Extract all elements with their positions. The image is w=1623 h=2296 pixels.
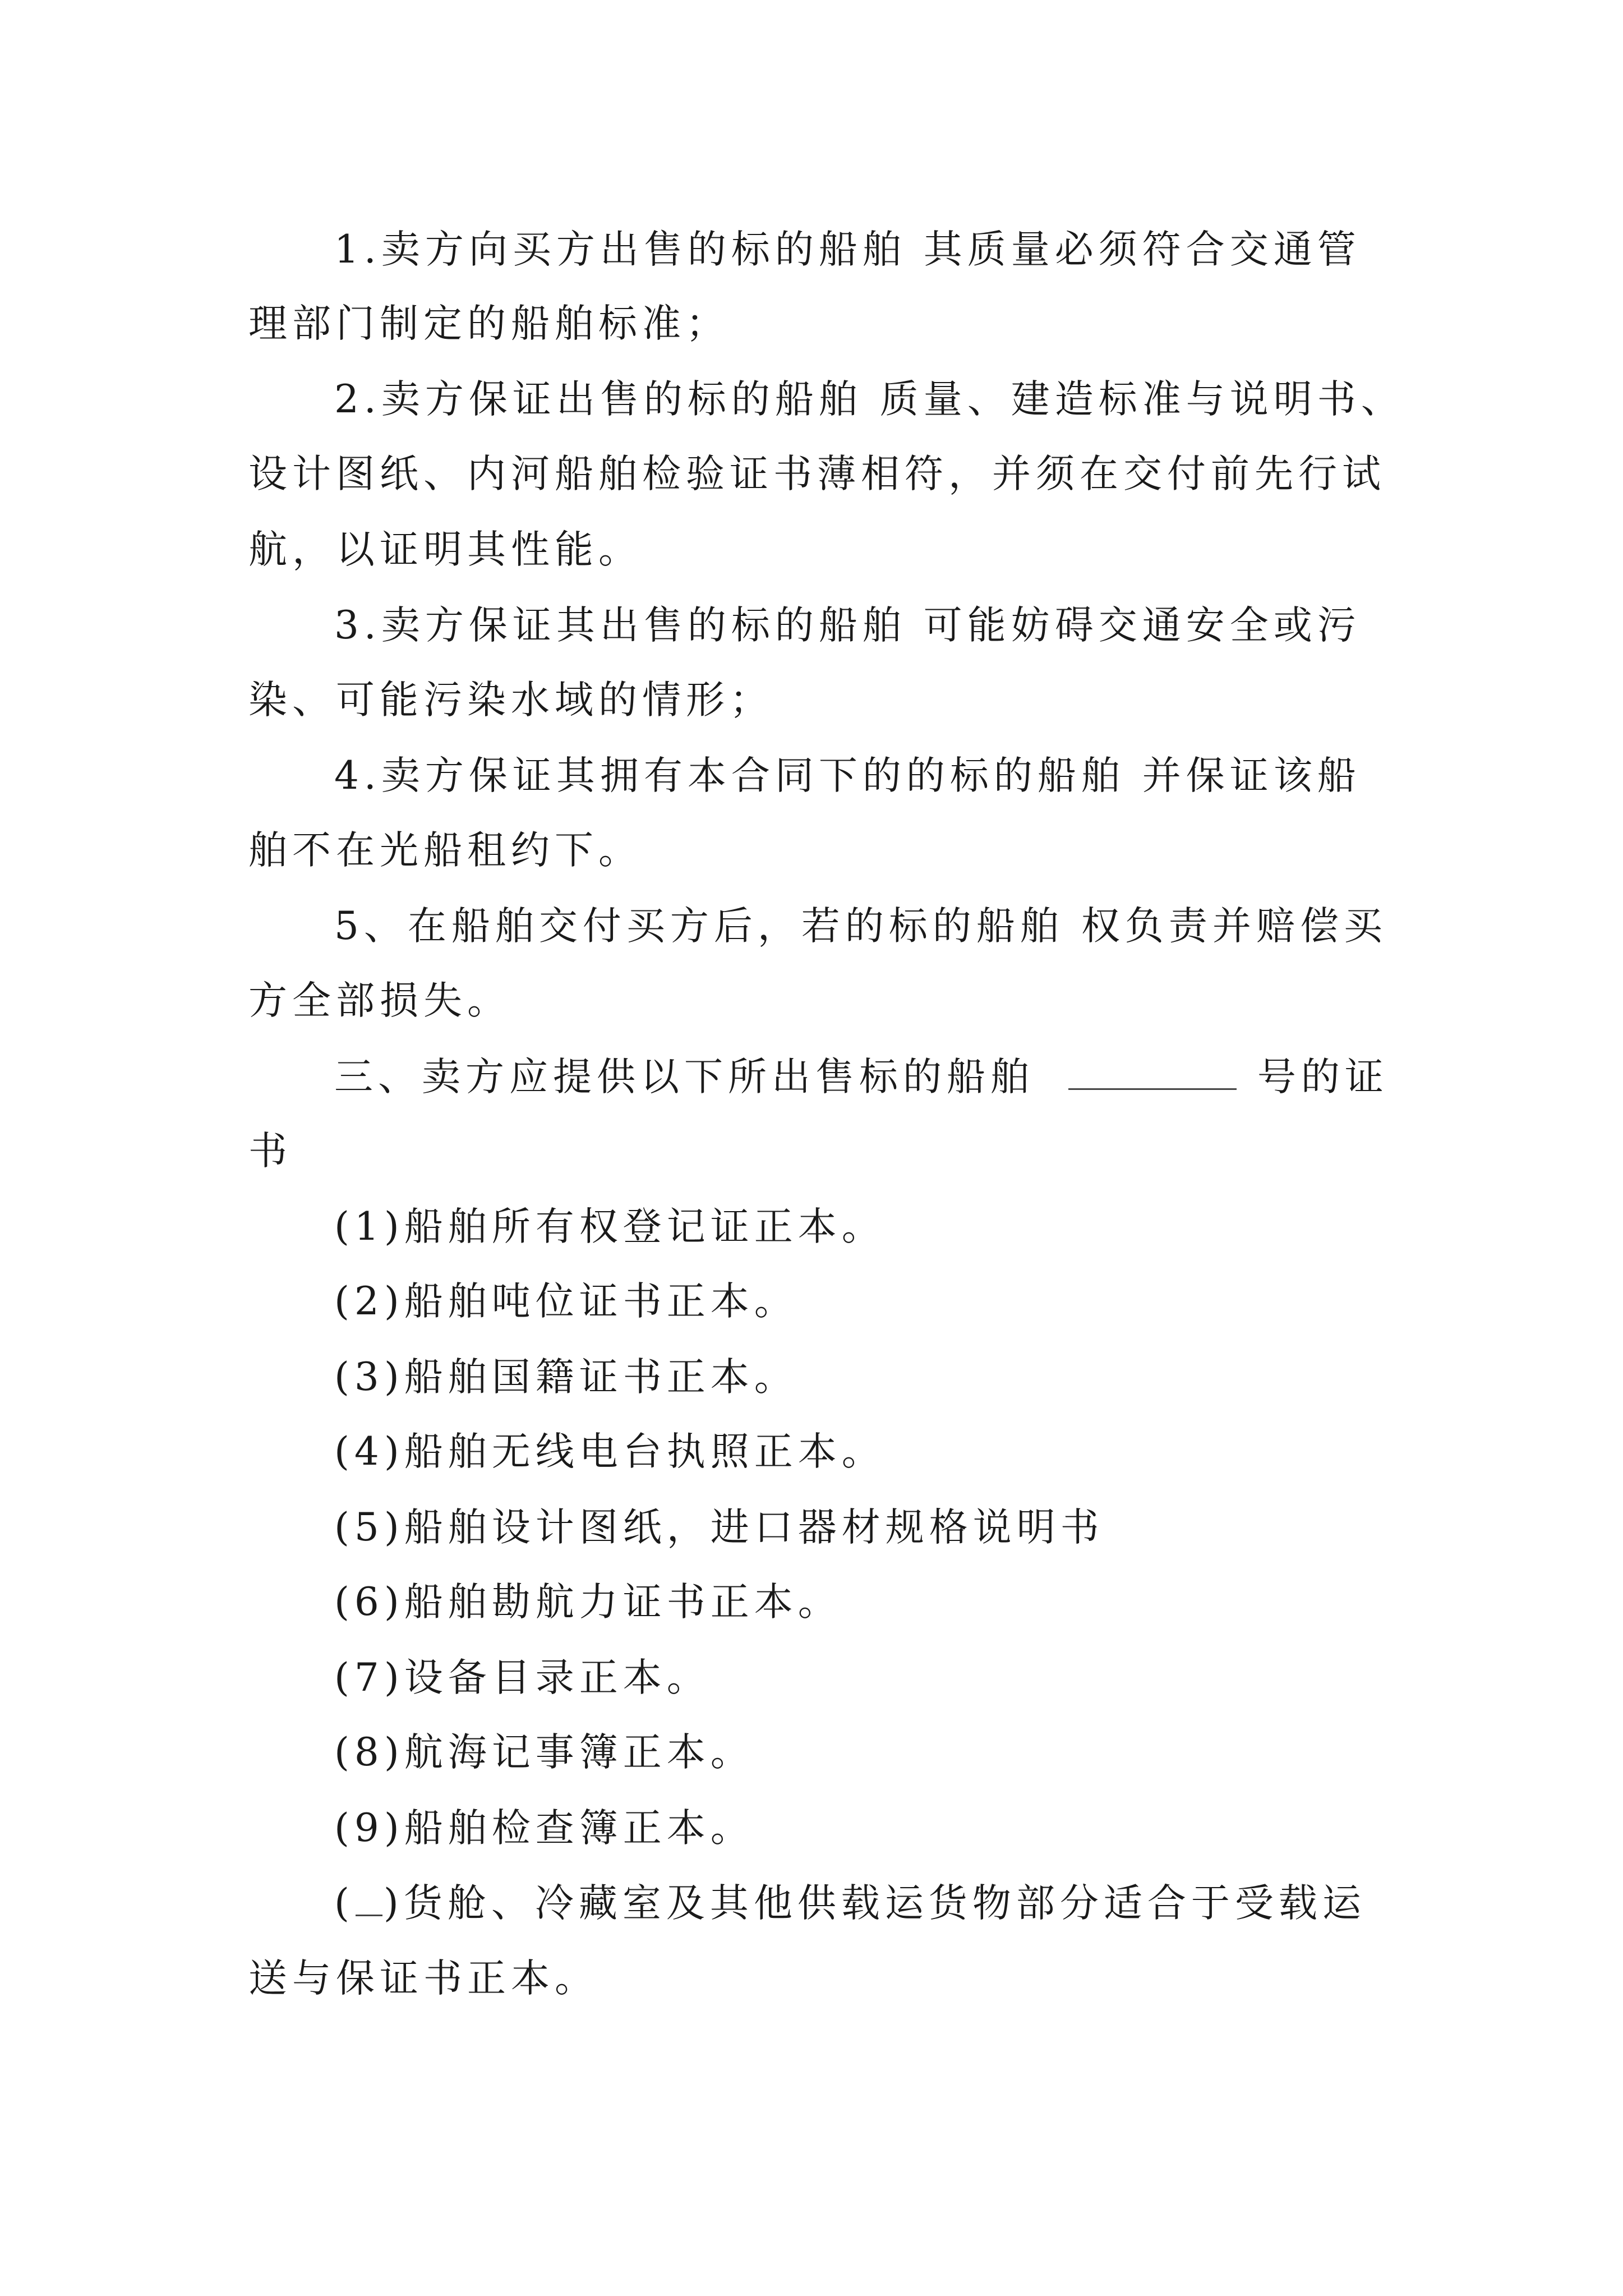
text-line: 书 (248, 1129, 292, 1174)
list-item: (2)船舶吨位证书正本。 (334, 1279, 798, 1324)
text-line: 理部门制定的船舶标准； (248, 301, 730, 346)
text-segment: 三、卖方应提供以下所出售标的船舶 (334, 1055, 1034, 1099)
list-item: (7)设备目录正本。 (334, 1655, 711, 1700)
list-item (334, 1878, 1366, 1929)
text-line: 3.卖方保证其出售的标的船舶 可能妨碍交通安全或污 (334, 603, 1361, 648)
text-line: 1.卖方向买方出售的标的船舶 其质量必须符合交通管 (334, 227, 1361, 272)
text-line: 舶不在光船租约下。 (248, 828, 642, 873)
list-item: (1)船舶所有权登记证正本。 (334, 1204, 886, 1249)
text-line (334, 1051, 1389, 1102)
list-item: (8)航海记事簿正本。 (334, 1730, 754, 1775)
text-line: 2.卖方保证出售的标的船舶 质量、建造标准与说明书、 (334, 377, 1405, 422)
list-item: (9)船舶检查簿正本。 (334, 1806, 754, 1851)
text-segment: ( (334, 1881, 354, 1926)
list-item: (5)船舶设计图纸，进口器材规格说明书 (334, 1505, 1104, 1550)
text-line: 设计图纸、内河船舶检验证书薄相符，并须在交付前先行试 (248, 452, 1386, 496)
fill-in-blank (1068, 1051, 1237, 1090)
text-segment: )货舱、冷藏室及其他供载运货物部分适合于受载运 (383, 1881, 1366, 1926)
text-line: 送与保证书正本。 (248, 1956, 598, 2001)
text-segment: 号的证 (1257, 1055, 1389, 1099)
list-item: (6)船舶勘航力证书正本。 (334, 1580, 842, 1625)
text-line: 染、可能污染水域的情形； (248, 678, 773, 723)
list-item: (3)船舶国籍证书正本。 (334, 1355, 798, 1400)
text-line: 4.卖方保证其拥有本合同下的的标的船舶 并保证该船 (334, 753, 1361, 798)
text-line: 方全部损失。 (248, 978, 511, 1023)
text-line: 航，以证明其性能。 (248, 527, 642, 572)
list-item: (4)船舶无线电台执照正本。 (334, 1429, 886, 1474)
fill-in-blank (356, 1878, 382, 1916)
text-line: 5、在船舶交付买方后，若的标的船舶 权负责并赔偿买 (334, 904, 1387, 949)
